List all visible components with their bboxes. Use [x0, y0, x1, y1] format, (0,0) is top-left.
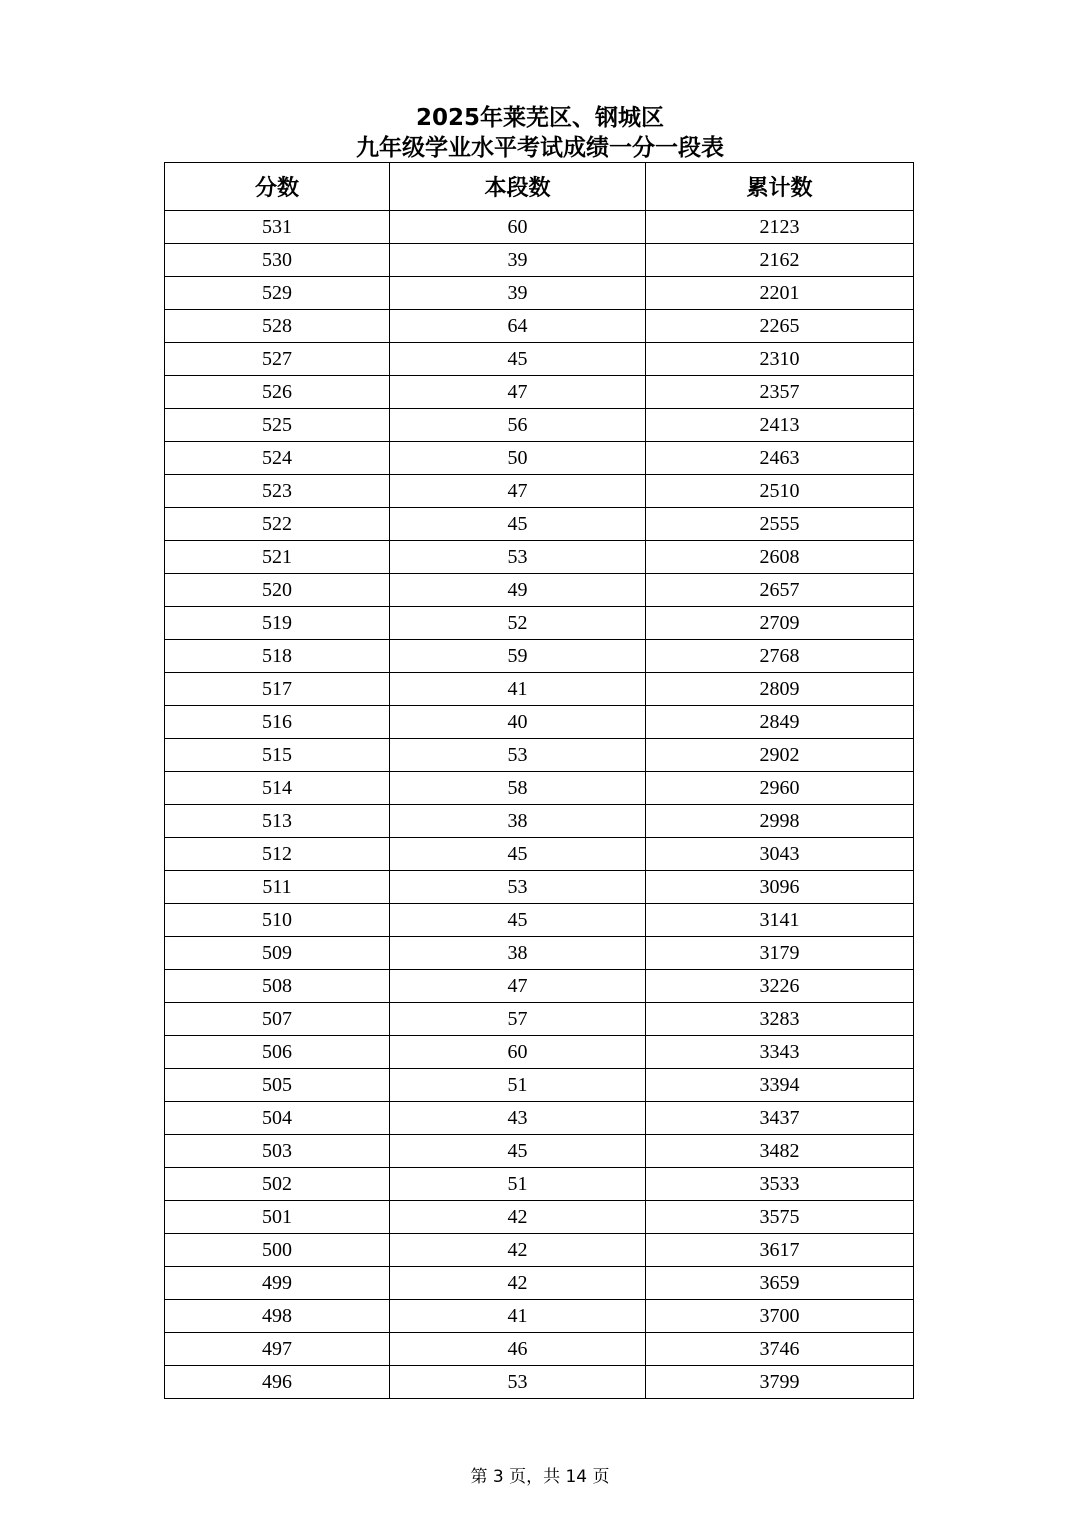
cell-score: 531 [165, 211, 390, 244]
table-row [165, 376, 914, 409]
cell-score: 503 [165, 1135, 390, 1168]
cell-cumulative-count: 2201 [646, 277, 914, 310]
cell-segment-count: 50 [390, 442, 646, 475]
cell-score: 512 [165, 838, 390, 871]
cell-score: 505 [165, 1069, 390, 1102]
cell-score: 499 [165, 1267, 390, 1300]
table-row [165, 904, 914, 937]
cell-score: 530 [165, 244, 390, 277]
table-row [165, 244, 914, 277]
cell-segment-count: 47 [390, 475, 646, 508]
cell-score: 516 [165, 706, 390, 739]
cell-score: 498 [165, 1300, 390, 1333]
cell-score: 497 [165, 1333, 390, 1366]
cell-cumulative-count: 2960 [646, 772, 914, 805]
cell-score: 496 [165, 1366, 390, 1399]
cell-segment-count: 41 [390, 1300, 646, 1333]
cell-score: 517 [165, 673, 390, 706]
cell-cumulative-count: 2555 [646, 508, 914, 541]
cell-cumulative-count: 2657 [646, 574, 914, 607]
cell-segment-count: 64 [390, 310, 646, 343]
cell-segment-count: 42 [390, 1234, 646, 1267]
table-row [165, 1168, 914, 1201]
cell-cumulative-count: 2849 [646, 706, 914, 739]
cell-segment-count: 53 [390, 541, 646, 574]
cell-segment-count: 39 [390, 277, 646, 310]
table-row [165, 1267, 914, 1300]
cell-score: 506 [165, 1036, 390, 1069]
cell-cumulative-count: 2413 [646, 409, 914, 442]
table-row [165, 211, 914, 244]
cell-cumulative-count: 3575 [646, 1201, 914, 1234]
table-row [165, 277, 914, 310]
cell-cumulative-count: 2768 [646, 640, 914, 673]
table-row [165, 475, 914, 508]
cell-cumulative-count: 3482 [646, 1135, 914, 1168]
cell-cumulative-count: 2510 [646, 475, 914, 508]
cell-score: 518 [165, 640, 390, 673]
table-row [165, 409, 914, 442]
cell-cumulative-count: 3043 [646, 838, 914, 871]
cell-cumulative-count: 2310 [646, 343, 914, 376]
table-row [165, 673, 914, 706]
cell-segment-count: 53 [390, 871, 646, 904]
header-segment-count: 本段数 [390, 163, 646, 211]
cell-cumulative-count: 2709 [646, 607, 914, 640]
table-row [165, 310, 914, 343]
cell-score: 508 [165, 970, 390, 1003]
cell-cumulative-count: 2902 [646, 739, 914, 772]
cell-segment-count: 45 [390, 1135, 646, 1168]
cell-cumulative-count: 2809 [646, 673, 914, 706]
cell-score: 510 [165, 904, 390, 937]
page-footer: 第 3 页，共 14 页 [470, 1467, 610, 1487]
cell-segment-count: 49 [390, 574, 646, 607]
table-row [165, 739, 914, 772]
cell-segment-count: 38 [390, 937, 646, 970]
cell-segment-count: 45 [390, 508, 646, 541]
cell-score: 526 [165, 376, 390, 409]
cell-segment-count: 42 [390, 1201, 646, 1234]
table-row [165, 1366, 914, 1399]
cell-cumulative-count: 2998 [646, 805, 914, 838]
page-title: 2025年莱芜区、钢城区 [415, 105, 664, 131]
cell-cumulative-count: 3746 [646, 1333, 914, 1366]
cell-score: 504 [165, 1102, 390, 1135]
cell-segment-count: 51 [390, 1168, 646, 1201]
table-row [165, 1234, 914, 1267]
table-row [165, 640, 914, 673]
cell-score: 520 [165, 574, 390, 607]
cell-cumulative-count: 3533 [646, 1168, 914, 1201]
header-cumulative-count: 累计数 [646, 163, 914, 211]
cell-cumulative-count: 3700 [646, 1300, 914, 1333]
cell-score: 524 [165, 442, 390, 475]
cell-cumulative-count: 2608 [646, 541, 914, 574]
cell-cumulative-count: 2463 [646, 442, 914, 475]
page-subtitle: 九年级学业水平考试成绩一分一段表 [356, 135, 724, 161]
cell-score: 507 [165, 1003, 390, 1036]
table-row [165, 442, 914, 475]
cell-score: 511 [165, 871, 390, 904]
cell-score: 509 [165, 937, 390, 970]
cell-segment-count: 38 [390, 805, 646, 838]
cell-cumulative-count: 3343 [646, 1036, 914, 1069]
cell-segment-count: 39 [390, 244, 646, 277]
cell-segment-count: 56 [390, 409, 646, 442]
cell-segment-count: 42 [390, 1267, 646, 1300]
table-row [165, 508, 914, 541]
cell-cumulative-count: 3096 [646, 871, 914, 904]
cell-segment-count: 43 [390, 1102, 646, 1135]
score-distribution-table [164, 162, 914, 1399]
table-row [165, 541, 914, 574]
table-row [165, 1069, 914, 1102]
cell-segment-count: 47 [390, 376, 646, 409]
cell-cumulative-count: 2265 [646, 310, 914, 343]
cell-segment-count: 47 [390, 970, 646, 1003]
cell-cumulative-count: 2123 [646, 211, 914, 244]
cell-score: 515 [165, 739, 390, 772]
cell-cumulative-count: 3283 [646, 1003, 914, 1036]
table-row [165, 838, 914, 871]
cell-cumulative-count: 3226 [646, 970, 914, 1003]
table-row [165, 1036, 914, 1069]
cell-score: 527 [165, 343, 390, 376]
table-row [165, 937, 914, 970]
table-row [165, 1300, 914, 1333]
table-row [165, 772, 914, 805]
cell-cumulative-count: 3394 [646, 1069, 914, 1102]
cell-segment-count: 57 [390, 1003, 646, 1036]
cell-cumulative-count: 2162 [646, 244, 914, 277]
cell-segment-count: 45 [390, 343, 646, 376]
cell-segment-count: 45 [390, 838, 646, 871]
table-row [165, 343, 914, 376]
table-row [165, 1102, 914, 1135]
table-row [165, 871, 914, 904]
cell-segment-count: 46 [390, 1333, 646, 1366]
cell-score: 523 [165, 475, 390, 508]
table-header-row [165, 163, 914, 211]
cell-score: 514 [165, 772, 390, 805]
cell-segment-count: 53 [390, 1366, 646, 1399]
cell-score: 501 [165, 1201, 390, 1234]
table-body [165, 211, 914, 1399]
header-score: 分数 [165, 163, 390, 211]
cell-segment-count: 53 [390, 739, 646, 772]
cell-segment-count: 60 [390, 1036, 646, 1069]
cell-score: 519 [165, 607, 390, 640]
cell-cumulative-count: 3659 [646, 1267, 914, 1300]
cell-segment-count: 45 [390, 904, 646, 937]
cell-score: 529 [165, 277, 390, 310]
table-row [165, 970, 914, 1003]
cell-score: 513 [165, 805, 390, 838]
cell-segment-count: 59 [390, 640, 646, 673]
cell-segment-count: 40 [390, 706, 646, 739]
table-row [165, 1003, 914, 1036]
cell-cumulative-count: 2357 [646, 376, 914, 409]
cell-score: 528 [165, 310, 390, 343]
table-row [165, 706, 914, 739]
cell-score: 502 [165, 1168, 390, 1201]
cell-score: 500 [165, 1234, 390, 1267]
cell-segment-count: 51 [390, 1069, 646, 1102]
table-row [165, 574, 914, 607]
cell-cumulative-count: 3617 [646, 1234, 914, 1267]
cell-score: 521 [165, 541, 390, 574]
cell-segment-count: 60 [390, 211, 646, 244]
cell-segment-count: 52 [390, 607, 646, 640]
table-row [165, 1201, 914, 1234]
cell-segment-count: 58 [390, 772, 646, 805]
cell-cumulative-count: 3141 [646, 904, 914, 937]
cell-cumulative-count: 3179 [646, 937, 914, 970]
table-row [165, 607, 914, 640]
table-row [165, 1135, 914, 1168]
cell-cumulative-count: 3437 [646, 1102, 914, 1135]
cell-score: 522 [165, 508, 390, 541]
cell-score: 525 [165, 409, 390, 442]
cell-cumulative-count: 3799 [646, 1366, 914, 1399]
table-row [165, 1333, 914, 1366]
cell-segment-count: 41 [390, 673, 646, 706]
table-row [165, 805, 914, 838]
